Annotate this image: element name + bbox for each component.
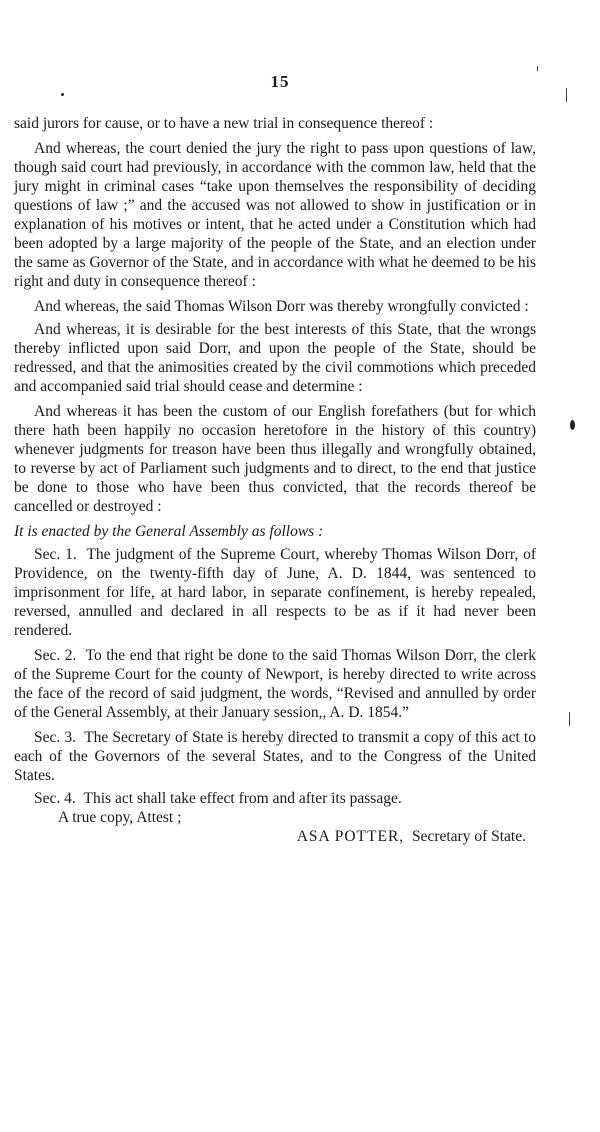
scan-mark — [566, 88, 567, 102]
section-3 — [14, 728, 536, 785]
signatory-name: ASA POTTER, — [296, 828, 405, 845]
paragraph-whereas-custom: And whereas it has been the custom of our English forefathers (but for which there hath been happily no occasion heretofore in the history of this country) whenever judgments for treason have been thus illegally and wrongfully obtained, to reverse by act of Parliament such judgments and to direct, to the end that justice be done to those who have been thus convicted, that the records thereof be cancelled or destroyed : — [14, 403, 536, 515]
section-text: The judgment of the Supreme Court, whereby Thomas Wilson Dorr, of Providence, on the twenty-fifth day of June, A. D. 1844, was sentenced to imprisonment for life, at hard labor, in separate confinement, is hereby repealed, reversed, annulled and declared in all respects to be as if it had never been rendered. — [14, 546, 536, 639]
paragraph-whereas-convicted: And whereas, the said Thomas Wilson Dorr was thereby wrongfully convicted : — [34, 298, 529, 315]
section-label: Sec. 2. — [34, 647, 77, 664]
section-4 — [14, 789, 536, 808]
section-2 — [14, 646, 536, 722]
attestation: A true copy, Attest ; — [58, 809, 182, 826]
paragraph-continuation: said jurors for cause, or to have a new trial in consequence thereof : — [14, 115, 434, 132]
section-text: The Secretary of State is hereby directed to transmit a copy of this act to each of the Governors of the several States, and to the Congress of the United States. — [14, 729, 536, 784]
paragraph-whereas-jury: And whereas, the court denied the jury the right to pass upon questions of law, though said court had previously, in accordance with the common law, held that the jury might in criminal cases “take upon themselves the responsibility of deciding questions of law ;” and the accused was not allowed to show in justification or in explanation of his motives or intent, that he acted under a Constitution which had been adopted by a large majority of the people of the State, and an election under the same as Governor of the State, and in accordance with what he deemed to be his right and duty in consequence thereof : — [14, 140, 536, 290]
scan-speck — [570, 420, 575, 430]
signature-line — [14, 827, 536, 846]
section-text: To the end that right be done to the said Thomas Wilson Dorr, the clerk of the Supreme Court for the county of Newport, is hereby directed to write across the face of the record of said judgment, the words, “Revised and annulled by order of the General Assembly, at their January session,, A. D. 1854.” — [14, 647, 536, 721]
paragraph-whereas-desirable: And whereas, it is desirable for the best interests of this State, that the wrongs thereby inflicted upon said Dorr, and upon the people of the State, should be redressed, and that the animosities created by the civil commotions which preceded and accompanied said trial should cease and determine : — [14, 321, 536, 395]
section-1 — [14, 545, 536, 640]
scan-mark — [569, 712, 570, 726]
scan-mark — [537, 66, 538, 71]
section-label: Sec. 3. — [34, 729, 76, 746]
enactment-clause: It is enacted by the General Assembly as follows : — [14, 523, 324, 540]
page-number: 15 — [270, 72, 290, 91]
section-text: This act shall take effect from and after its passage. — [83, 790, 402, 807]
document-body — [14, 114, 536, 846]
section-label: Sec. 1. — [34, 546, 77, 563]
signatory-title: Secretary of State. — [411, 828, 526, 845]
scan-speck — [61, 93, 64, 96]
section-label: Sec. 4. — [34, 790, 76, 807]
